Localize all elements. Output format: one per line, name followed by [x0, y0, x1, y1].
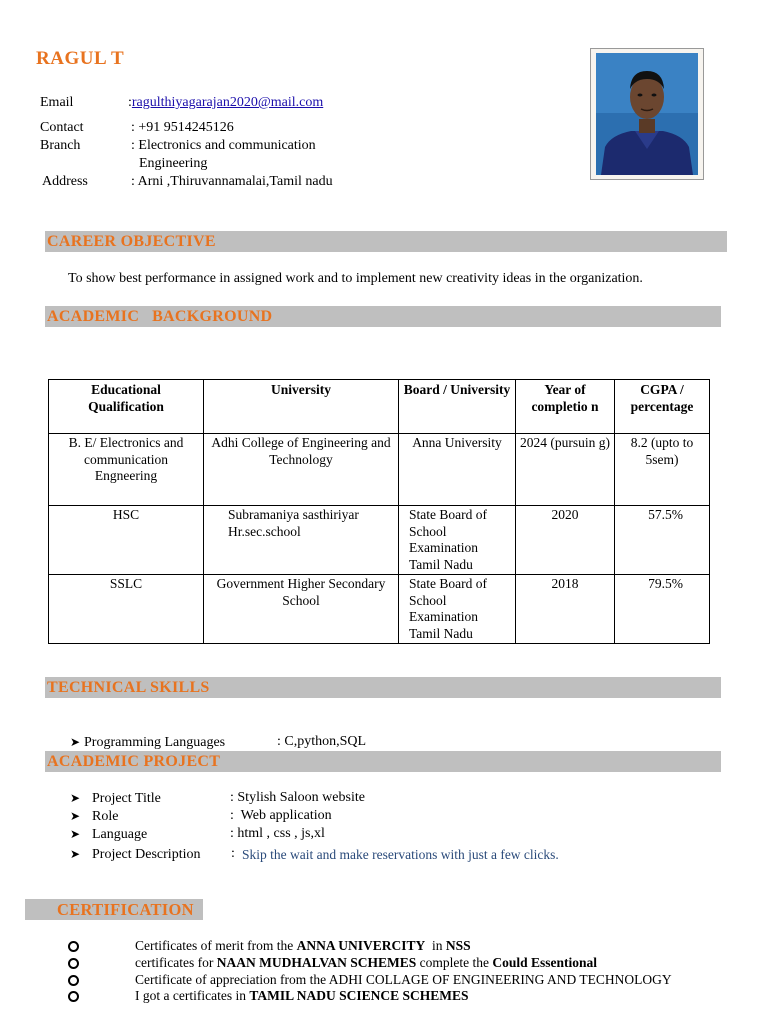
cell-board: Anna University — [399, 434, 516, 506]
cell-year: 2020 — [516, 506, 615, 575]
cell-score: 79.5% — [615, 575, 710, 644]
project-value: : html , css , js,xl — [230, 826, 325, 841]
career-objective-text: To show best performance in assigned work and to implement new creativity ideas in the organization. — [68, 271, 643, 286]
academic-table — [48, 379, 710, 644]
project-item — [70, 789, 161, 808]
project-label: Role — [92, 809, 119, 824]
cert-text: in — [425, 938, 446, 953]
skill-item — [70, 733, 225, 752]
header-qualification: Educational Qualification — [49, 380, 204, 434]
email-link[interactable]: ragulthiyagarajan2020@mail.com — [131, 95, 324, 110]
project-item — [70, 807, 118, 826]
profile-photo-image — [591, 49, 703, 179]
arrow-bullet-icon: ➤ — [70, 847, 81, 861]
circle-bullet-icon — [68, 975, 79, 986]
email-separator: : — [128, 95, 132, 110]
cell-university: Subramaniya sasthiriyar Hr.sec.school — [204, 506, 399, 575]
email-label: Email — [40, 95, 74, 110]
arrow-bullet-icon: ➤ — [70, 809, 81, 823]
cell-score: 57.5% — [615, 506, 710, 575]
cell-qualification: B. E/ Electronics and communication Engneering — [49, 434, 204, 506]
header-year: Year of completio n — [516, 380, 615, 434]
section-academic-project: ACADEMIC PROJECT — [45, 751, 721, 772]
address-value: : Arni ,Thiruvannamalai,Tamil nadu — [131, 174, 333, 189]
section-academic-background: ACADEMIC BACKGROUND — [45, 306, 721, 327]
profile-photo — [590, 48, 704, 180]
cell-university: Government Higher Secondary School — [204, 575, 399, 644]
certification-item-1 — [135, 937, 471, 955]
candidate-name: RAGUL T — [36, 48, 125, 69]
table-row — [49, 575, 710, 644]
branch-label: Branch — [40, 138, 81, 153]
cell-board: State Board of School Examination Tamil Nadu — [399, 575, 516, 644]
arrow-bullet-icon: ➤ — [70, 791, 81, 805]
header-university: University — [204, 380, 399, 434]
project-item — [70, 825, 147, 844]
cell-board: State Board of School Examination Tamil Nadu — [399, 506, 516, 575]
certification-item-4 — [135, 987, 469, 1005]
cert-bold: TAMIL NADU SCIENCE SCHEMES — [249, 988, 469, 1003]
project-label: Project Title — [92, 791, 161, 806]
branch-value-line1: : Electronics and communication — [131, 138, 316, 153]
project-label: Language — [92, 827, 148, 842]
project-description-value: Skip the wait and make reservations with just a few clicks. — [242, 847, 559, 862]
cert-text: Certificates of merit from the — [135, 938, 297, 953]
circle-bullet-icon — [68, 958, 79, 969]
certification-item-2 — [135, 954, 597, 972]
cell-qualification: SSLC — [49, 575, 204, 644]
cert-text: certificates for — [135, 955, 217, 970]
circle-bullet-icon — [68, 941, 79, 952]
table-row — [49, 506, 710, 575]
project-value: : Stylish Saloon website — [230, 790, 365, 805]
table-header-row — [49, 380, 710, 434]
contact-value: : +91 9514245126 — [131, 120, 234, 135]
cell-year: 2024 (pursuin g) — [516, 434, 615, 506]
cert-bold: NAAN MUDHALVAN SCHEMES — [216, 955, 417, 970]
cert-text: complete the — [416, 955, 493, 970]
project-label: Project Description — [92, 847, 201, 862]
skill-value: : C,python,SQL — [277, 734, 367, 749]
address-label: Address — [42, 174, 88, 189]
table-row — [49, 434, 710, 506]
project-description-separator: : — [231, 846, 235, 861]
cell-university: Adhi College of Engineering and Technology — [204, 434, 399, 506]
cert-bold: NSS — [445, 938, 471, 953]
branch-value-line2: Engineering — [139, 156, 208, 171]
cert-text: I got a certificates in — [135, 988, 250, 1003]
contact-label: Contact — [40, 120, 84, 135]
arrow-bullet-icon: ➤ — [70, 735, 81, 749]
email-value — [128, 94, 323, 112]
header-board: Board / University — [399, 380, 516, 434]
project-value: : Web application — [230, 808, 332, 823]
cert-bold: Could Essentional — [492, 955, 598, 970]
section-career-objective: CAREER OBJECTIVE — [45, 231, 727, 252]
project-item — [70, 845, 200, 864]
section-technical-skills: TECHNICAL SKILLS — [45, 677, 721, 698]
certification-item-3: Certificate of appreciation from the ADHI COLLAGE OF ENGINEERING AND TECHNOLOGY — [135, 972, 672, 987]
header-cgpa: CGPA / percentage — [615, 380, 710, 434]
skill-label: Programming Languages — [84, 735, 226, 750]
cert-bold: ANNA UNIVERCITY — [296, 938, 426, 953]
cell-year: 2018 — [516, 575, 615, 644]
circle-bullet-icon — [68, 991, 79, 1002]
cell-qualification: HSC — [49, 506, 204, 575]
section-certification: CERTIFICATION — [25, 899, 203, 920]
cell-score: 8.2 (upto to 5sem) — [615, 434, 710, 506]
arrow-bullet-icon: ➤ — [70, 827, 81, 841]
